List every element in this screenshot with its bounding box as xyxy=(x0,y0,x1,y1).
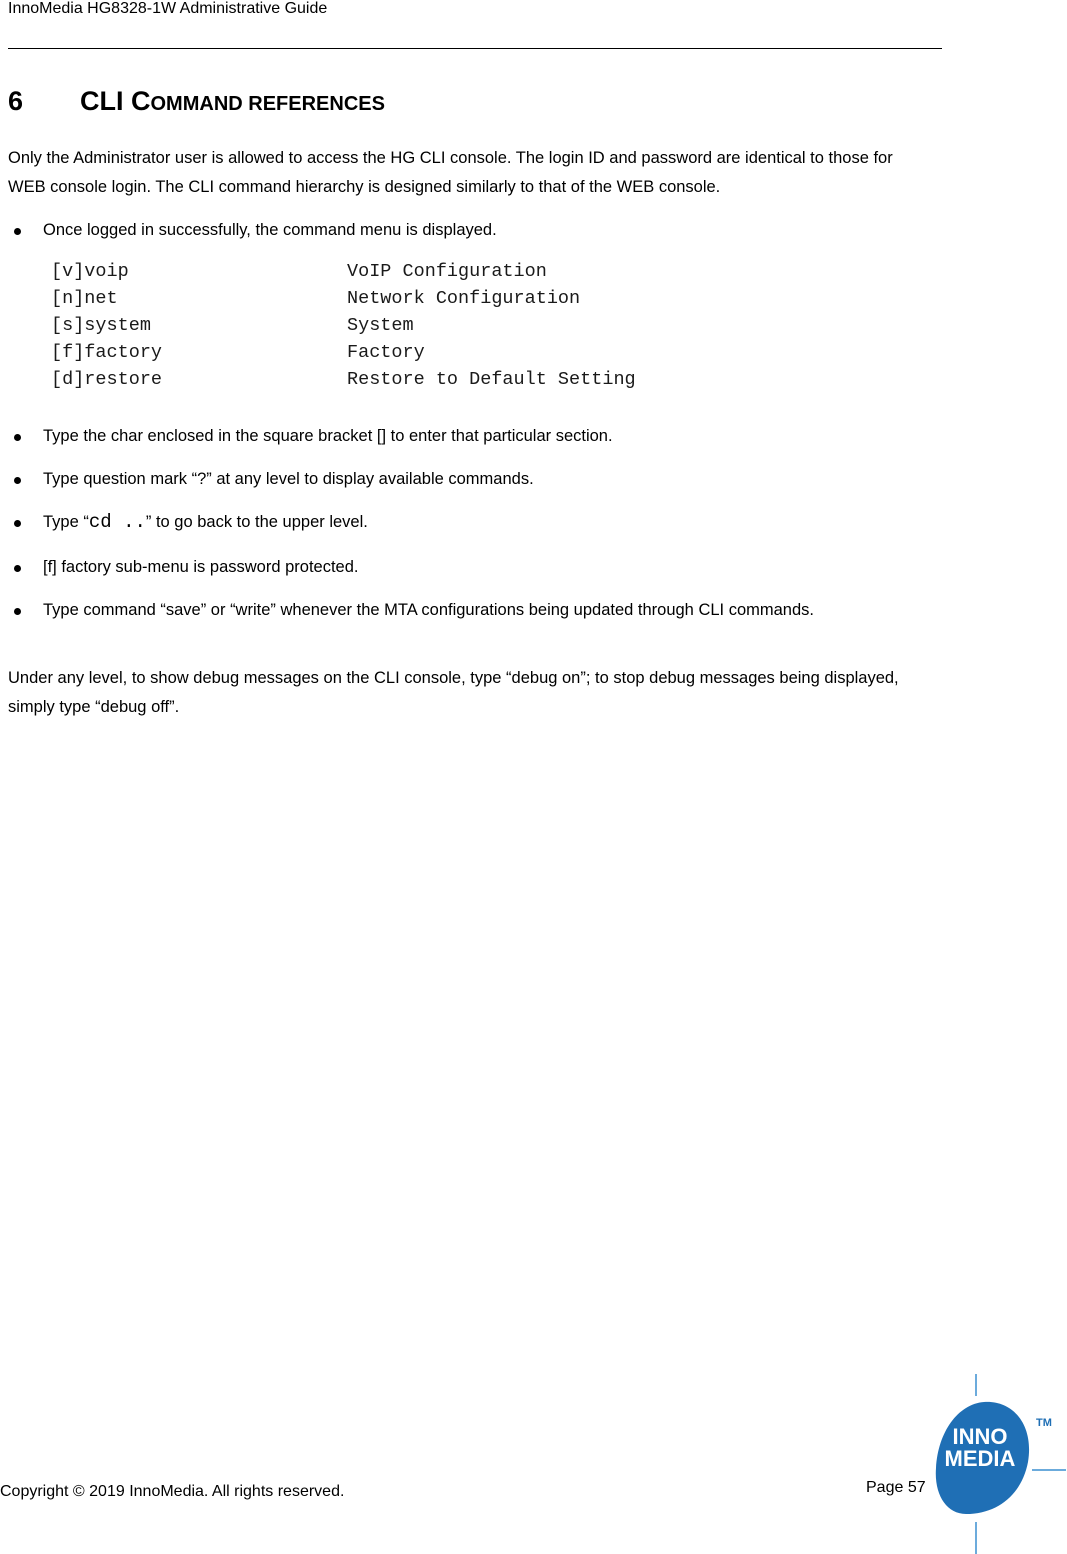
header-rule xyxy=(8,48,942,49)
command-row xyxy=(51,366,636,393)
command-desc: VoIP Configuration xyxy=(347,261,547,282)
bullet-text: Type question mark “?” at any level to display available commands. xyxy=(43,470,534,488)
page-header: InnoMedia HG8328-1W Administrative Guide xyxy=(8,0,328,17)
section-heading xyxy=(8,84,385,118)
command-key: [f]factory xyxy=(51,342,163,363)
bullet-icon xyxy=(14,565,21,572)
command-key: [v]voip xyxy=(51,261,129,282)
bullet-text: Type command “save” or “write” whenever the MTA configurations being updated through CLI commands. xyxy=(43,601,814,619)
bullet-icon xyxy=(14,608,21,615)
innomedia-logo xyxy=(918,1374,1067,1554)
command-menu xyxy=(51,258,636,393)
outro-paragraph: Under any level, to show debug messages on the CLI console, type “debug on”; to stop debug messages being displayed, simply type “debug off”. xyxy=(8,669,899,716)
copyright: Copyright © 2019 InnoMedia. All rights reserved. xyxy=(0,1483,345,1500)
section-title-rest: OMMAND REFERENCES xyxy=(150,93,385,115)
command-key: [d]restore xyxy=(51,369,163,390)
command-row xyxy=(51,285,636,312)
logo-trademark: TM xyxy=(1036,1417,1052,1429)
bullet-icon xyxy=(14,228,21,235)
section-title-first: CLI C xyxy=(80,86,151,116)
bullet-icon xyxy=(14,434,21,441)
page-number: Page 57 xyxy=(866,1479,926,1496)
bullet-text: Once logged in successfully, the command menu is displayed. xyxy=(43,221,497,239)
bullet-icon xyxy=(14,520,21,527)
command-desc: Network Configuration xyxy=(347,288,581,309)
command-desc: Factory xyxy=(347,342,425,363)
bullet-text-post: ” to go back to the upper level. xyxy=(145,513,368,531)
bullet-text-pre: Type “ xyxy=(43,513,89,531)
bullet-text: [f] factory sub-menu is password protected. xyxy=(43,558,359,576)
section-number: 6 xyxy=(8,86,24,116)
logo-text-line2: MEDIA xyxy=(944,1446,1016,1471)
command-desc: System xyxy=(347,315,414,336)
inline-code: cd .. xyxy=(88,511,146,533)
command-row xyxy=(51,258,636,285)
bullet-text: Type the char enclosed in the square bracket [] to enter that particular section. xyxy=(43,427,613,445)
intro-paragraph: Only the Administrator user is allowed to access the HG CLI console. The login ID and password are identical to those for WEB console login. The CLI command hierarchy is designed similarly to that of the WEB console. xyxy=(8,149,893,196)
command-row xyxy=(51,339,636,366)
command-desc: Restore to Default Setting xyxy=(347,369,636,390)
logo-text-line1: INNO xyxy=(952,1424,1008,1449)
section-title xyxy=(80,84,385,121)
bullet-icon xyxy=(14,477,21,484)
command-key: [n]net xyxy=(51,288,118,309)
command-row xyxy=(51,312,636,339)
command-key: [s]system xyxy=(51,315,151,336)
bullet-text xyxy=(43,508,883,537)
